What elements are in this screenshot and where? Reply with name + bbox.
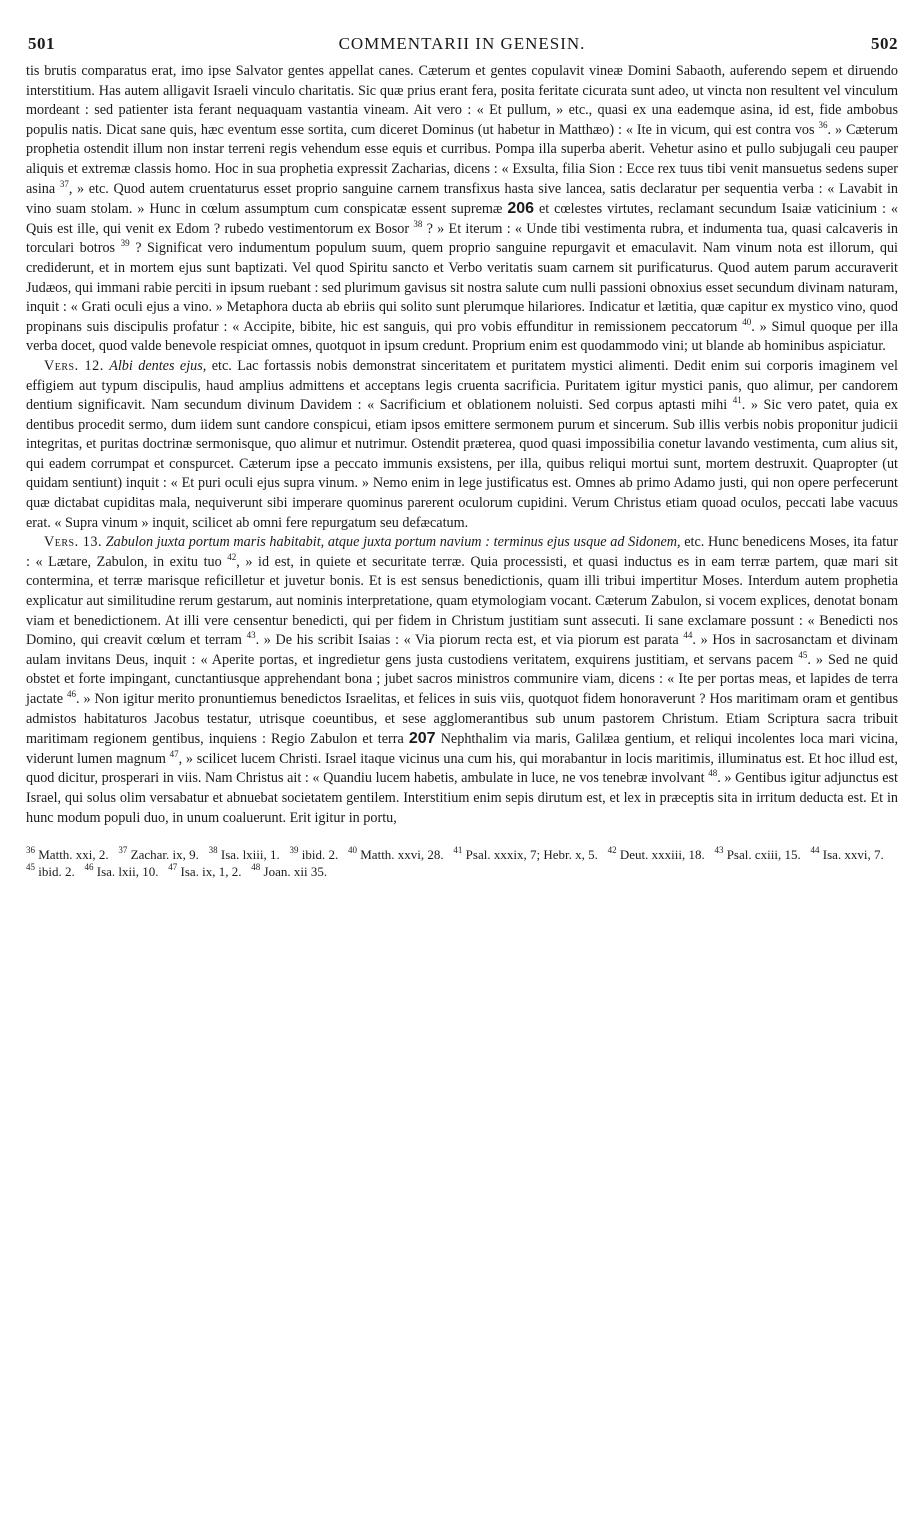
footnote-text: ibid. 2. xyxy=(38,864,75,880)
note-ref: 37 xyxy=(59,178,69,189)
page-number-left: 501 xyxy=(28,34,55,53)
paragraph-2 xyxy=(26,357,898,533)
lemma: Albi dentes ejus, xyxy=(109,357,207,374)
footnote xyxy=(26,847,118,862)
paragraph-1 xyxy=(26,62,898,357)
footnote-number: 47 xyxy=(168,862,178,873)
text-run: , » id est, in quiete et securitate terræ. Quia processisti, et quasi inductus es in eam terræ partem, quæ mari sit conterminа, et terræ marisque reficilletur et juvetur bonis. Et is est sensus benedictionis, quam illi tribui impertitur Moses. Interdum autem prophetia explicatur aut similitudine rerum gestarum, aut nominis interpretatione, quam etymologiam vocant. Cæterum Zabulon, si vocem explices, denotat bonam viam et benedictionem. At illi vere censentur benedicti, qui per fidem in Christum justitiam sunt assecuti. Ii sane exclamare possunt : « Benedicti nos Domino, qui creavit cœlum et terram xyxy=(26,553,898,649)
text-run: tis brutis comparatus erat, imo ipse Salvator gentes appellat canes. Cæterum et gentes copulavit vineæ Domini Sabaoth, auferendo sepem et diruendo interstitium. Has autem alligavit Israeli vinculo charitatis. Sic quæ prius erant fera, posita feritate cicurata sunt adeo, ut vincta non resultent vel vinculum mordeant : sed patienter ista ferant nequaquam vastantia vineam. Ait vero : « Et pullum, » etc., quasi ex una eademque asina, id est, fide ambobus populis natis. Dicat sane quis, hæc eventum esse sortita, cum diceret Dominus (ut habetur in Matthæo) : « Ite in vicum, qui est contra vos xyxy=(26,63,898,138)
note-ref: 39 xyxy=(120,238,130,249)
text-run: ? Significat vero indumentum populum suum, quem proprio sanguine repurgavit et emaculavit. Nam vinum nota est illorum, qui crediderunt, et in mortem ejus sunt baptizati. Vel quod Spiritu sancto et Verbo veritatis suam carnem sit purificaturus. Quod autem parum accuraverit Judæos, qui immani rabie perciti in ipsum ruebant : sed plurimum gavisus sit nostra salute cum nulli passioni obnoxius esset secundum divinam naturam, inquit : « Grati oculi ejus a vino. » Metaphora ducta ab ebriis qui solito sunt plerumque hilariores. Indicatur et lætitia, quæ capitur ex mystico vino, quod propinans suis discipulis profatur : « Accipite, bibite, hic est sanguis, qui pro vobis effunditur in remissionem peccatorum xyxy=(26,240,898,335)
footnote-number: 39 xyxy=(289,845,299,856)
footnote xyxy=(251,864,327,879)
footnote-text: Psal. xxxix, 7; Hebr. x, 5. xyxy=(465,847,598,863)
footnote xyxy=(209,847,290,862)
text-run: . » De his scribit Isaias : « Via piorum recta est, et via piorum est parata xyxy=(255,632,684,649)
margin-number: 206 xyxy=(507,200,535,218)
footnote-number: 46 xyxy=(84,862,94,873)
footnote xyxy=(453,847,607,862)
footnote-number: 36 xyxy=(26,845,35,856)
footnote-number: 45 xyxy=(26,862,35,873)
footnote-number: 38 xyxy=(208,845,218,856)
text-run: etc. Hunc benedicens Moses, ita fatur : « Lætare, Zabulon, in exitu tuo xyxy=(26,534,899,570)
text-run: . » Simul quoque per illa verba docet, quod valde benevole respiciat omnes, quotquot in ipsum credunt. Proprium enim est quodammodo vini; ut blande ab hominibus aspiciatur. xyxy=(26,318,898,355)
footnote-number: 48 xyxy=(251,862,261,873)
text-run: Nephthalim via maris, Galilæa gentium, et reliqui incolentes loca mari vicina, viderunt lumen magnum xyxy=(26,731,898,767)
lemma: Zabulon juxta portum maris habitabit, atque juxta portum navium : terminus ejus usque ad Sidonem, xyxy=(105,534,681,551)
footnote-text: Deut. xxxiii, 18. xyxy=(619,847,705,863)
footnote xyxy=(714,847,810,862)
footnote-number: 43 xyxy=(714,845,724,856)
note-ref: 36 xyxy=(818,119,828,130)
text-run: . » Sic vero patet, quia ex dentibus procedit sermo, dum iidem sunt candore conspicui, etiam ipsos emittere sermonem purum et sincerum. Sub illis verbis nobis proponitur judicii integritas, et puritas doctrinæ sermonisque, quo alimur et nutrimur. Ostendit præterea, quod quasi impossibilia conetur lavando vestimenta, cum alius sit, qui eadem corrumpat et conspurcet. Cæterum ipse a peccato immunis exsistens, per illa, quibus reliqui mortui sunt, mortem destruxit. Quapropter (ut quidam sentiunt) inquit : « Et puri oculi ejus supra vinum. » Nemo enim in lege justificatus est. Omnes ab primo Adamo justi, qui non opere perfecerunt quæ dictabat cupiditas mala, nequiverunt sibi imperare quominus parerent oculorum cupidini. Verum Christus etiam quoad oculos, peccati labe vacuus erat. « Supra vinum » inquit, scilicet ab omni fere repurgatum seu defæcatum. xyxy=(26,397,898,531)
footnote xyxy=(810,847,890,862)
footnote xyxy=(168,864,251,879)
footnote-number: 40 xyxy=(348,845,357,856)
footnote xyxy=(84,864,168,879)
text-run: , » etc. Quod autem cruentaturus esset proprio sanguine carnem transfixus hasta sive lancea, satis declaratur per sequentia verba : « Lavabit in vino suam stolam. » Hunc in cœlum assumptum cum conspicatæ essent supremæ xyxy=(26,180,898,218)
footnote-text: Isa. lxiii, 1. xyxy=(220,847,280,863)
note-ref: 48 xyxy=(708,768,718,779)
footnote-number: 44 xyxy=(810,845,820,856)
text-run: . » Sed ne quid obstet et forte impingant, cunctantiusque apprehendant bona ; jubet sacros ministros communire viam, dicens : « Ite per portas meas, et lapides de terra jactate xyxy=(26,651,898,707)
note-ref: 38 xyxy=(413,218,423,229)
page-number-right: 502 xyxy=(871,34,898,53)
footnote-text: Psal. cxiii, 15. xyxy=(726,847,801,863)
running-title: COMMENTARII IN GENESIN. xyxy=(338,34,586,53)
footnote-text: ibid. 2. xyxy=(301,847,339,863)
footnote-text: Zachar. ix, 9. xyxy=(130,847,199,863)
footnote xyxy=(118,847,208,862)
footnote-text: Isa. lxii, 10. xyxy=(96,864,159,880)
text-run: et cœlestes virtutes, reclamant secundum Isaiæ vaticinium : « Quis est ille, qui venit ex Edom ? rubedo vestimentorum ex Bosor xyxy=(26,201,898,237)
note-ref: 47 xyxy=(169,748,179,759)
paragraph-3 xyxy=(26,533,898,828)
body-text xyxy=(26,62,898,828)
footnotes xyxy=(26,846,898,880)
footnote-text: Matth. xxvi, 28. xyxy=(360,847,444,863)
footnote-number: 41 xyxy=(453,845,463,856)
page xyxy=(26,28,898,880)
footnote-number: 37 xyxy=(118,845,128,856)
text-run: . » Gentibus igitur adjunctus est Israel, qui solus olim versabatur et abnuebat societatem gentilem. Interstitium enim sepis dirutum est, et lex in præceptis sita in irritum deducta est. Et in hunc modum populi duo, in unum coaluerunt. Erit igitur in portu, xyxy=(26,770,898,826)
note-ref: 46 xyxy=(66,689,76,699)
text-run: . » Hos in sacrosanctam et divinam aulam invitans Deus, inquit : « Aperite portas, et ingredietur gens justa custodiens veritatem, exquirens justitiam, et servans pacem xyxy=(26,632,898,668)
footnote xyxy=(290,847,348,862)
running-head xyxy=(26,28,898,56)
footnote xyxy=(348,847,453,862)
footnote xyxy=(608,847,715,862)
text-run: , » scilicet lucem Christi. Israel itaque vicinus una cum his, qui morabantur in locis maritimis, illuminatus est. Et hoc illud est, quod dicitur, prosperari in viis. Nam Christus ait : « Quandiu lucem habetis, ambulate in luce, ne vos tenebræ involvant xyxy=(26,750,898,787)
note-ref: 40 xyxy=(742,316,752,327)
footnote-text: Isa. xxvi, 7. xyxy=(822,847,884,863)
footnote xyxy=(26,864,84,879)
verse-label: Vers. 12. xyxy=(44,357,104,374)
text-run: . » Cæterum prophetia ostendit illum non instar terreni regis vehendum esse equis et curribus. Pompa illa superba aberit. Vehetur asino et pullo subjugali ceu pauper aliquis et extremæ classis homo. Hoc in sua prophetia expressit Zacharias, dicens : « Exsulta, filia Sion : Ecce rex tuus tibi venit mansuetus sedens super asina xyxy=(26,121,898,197)
footnote-number: 42 xyxy=(607,845,617,856)
note-ref: 41 xyxy=(732,395,742,406)
footnote-text: Joan. xii 35. xyxy=(263,864,328,880)
note-ref: 45 xyxy=(798,649,808,660)
margin-number: 207 xyxy=(408,730,436,748)
note-ref: 44 xyxy=(683,630,693,641)
footnote-text: Isa. ix, 1, 2. xyxy=(180,864,242,880)
text-run: . » Non igitur merito pronuntiemus benedictos Israelitas, et felices in suis viis, quotquot fidem honoraverunt ? Hos maritimam oram et gentibus admistos habitaturos Jacobus testatur, utrisque coeuntibus, et sese agglomerantibus sub unum pastorem Christum. Etiam Scriptura sacra tribuit maritimam regionem gentibus, inquiens : Regio Zabulon et terra xyxy=(26,691,898,748)
footnote-text: Matth. xxi, 2. xyxy=(38,847,109,863)
text-run: etc. Lac fortassis nobis demonstrat sinceritatem et puritatem mystici alimenti. Dedit enim sui corporis imaginem vel effigiem aut typum discipulis, haud amplius admittens et acceptans legis cruenta sacrificia. Puritatem igitur mystici panis, quo alimur, per candorem dentium significavit. Nam secundum divinum Davidem : « Sacrificium et oblationem noluisti. Sed corpus aptasti mihi xyxy=(26,357,899,414)
note-ref: 43 xyxy=(246,630,256,641)
text-run: ? » Et iterum : « Unde tibi vestimenta rubra, et indumenta tua, quasi calcaveris in torculari botros xyxy=(26,220,899,257)
note-ref: 42 xyxy=(227,551,237,562)
verse-label: Vers. 13. xyxy=(44,534,103,551)
